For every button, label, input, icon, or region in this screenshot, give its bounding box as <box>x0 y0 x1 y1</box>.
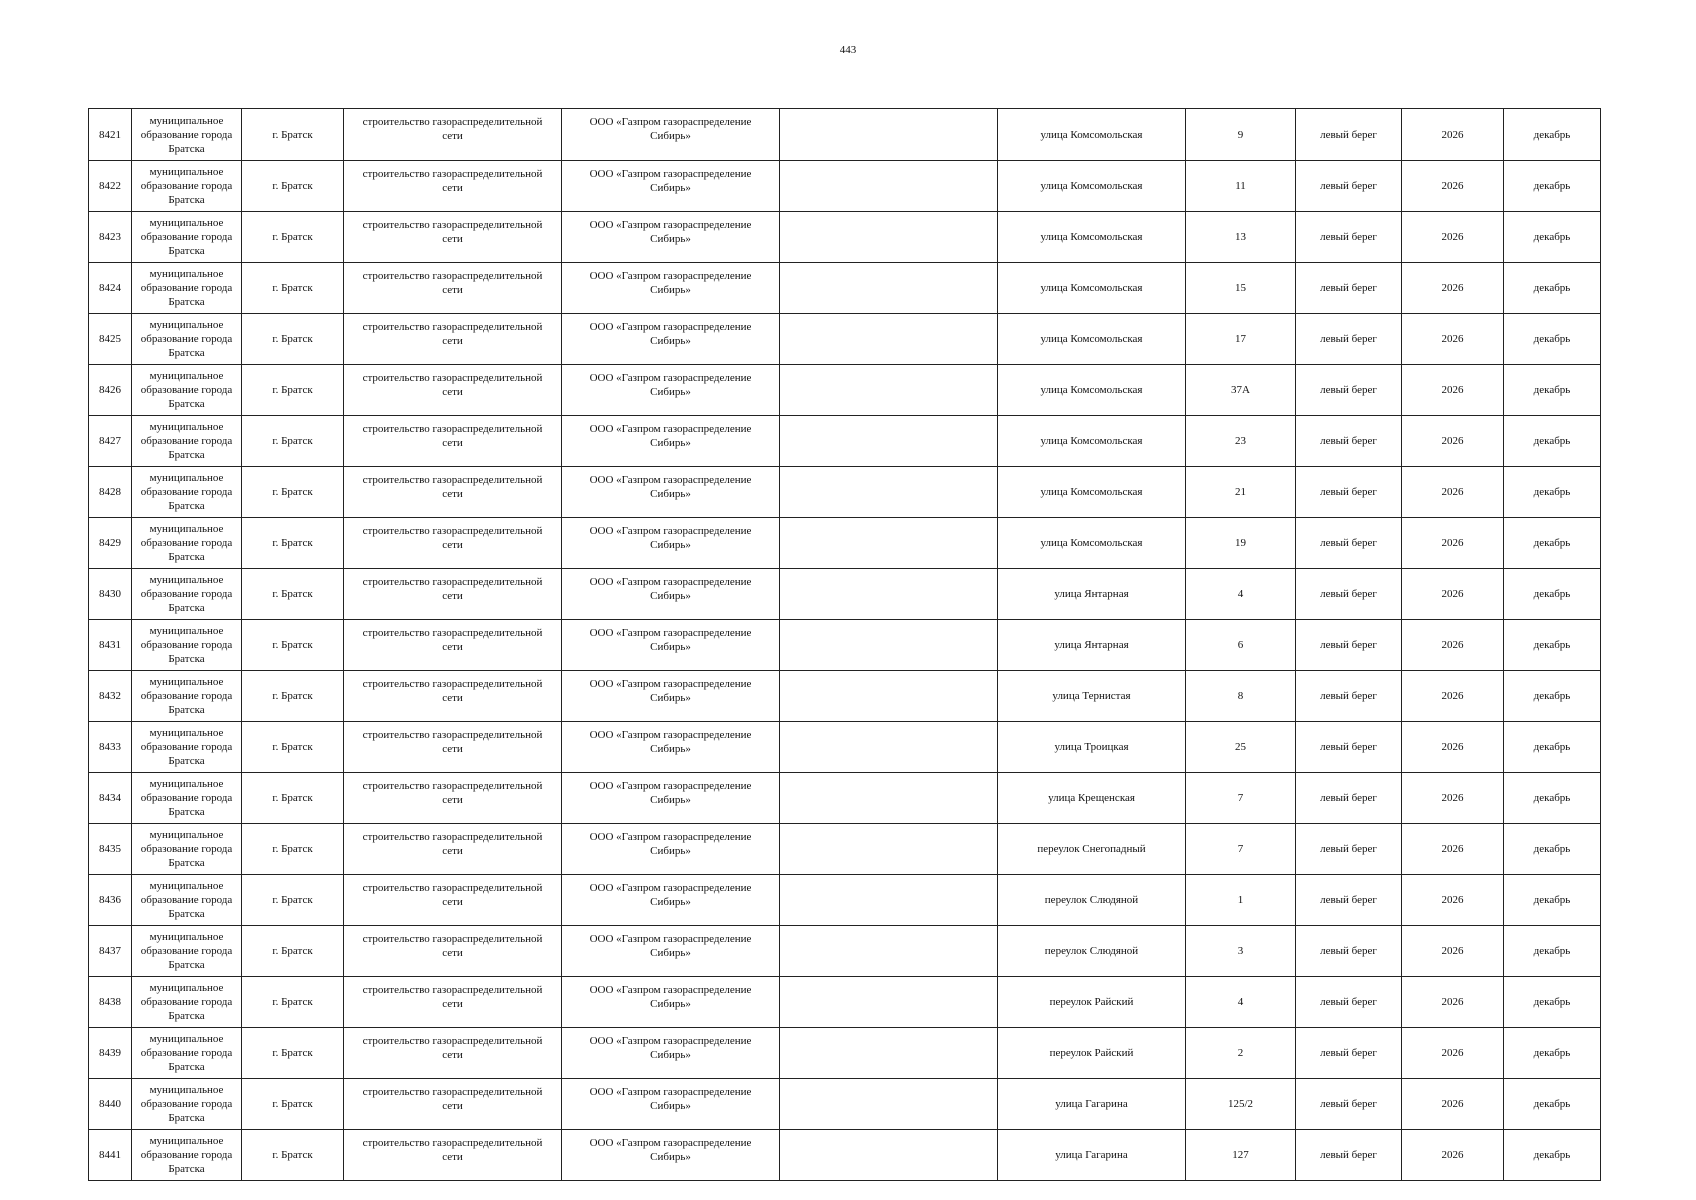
cell-work-type: строительство газораспределительной сети <box>344 314 562 365</box>
cell-street: переулок Слюдяной <box>998 875 1186 926</box>
cell-number: 8425 <box>89 314 132 365</box>
cell-municipality: муниципальное образование города Братска <box>132 722 242 773</box>
cell-house-number: 13 <box>1186 212 1296 263</box>
cell-settlement: г. Братск <box>242 1079 344 1130</box>
table-row <box>89 161 1601 212</box>
cell-work-type: строительство газораспределительной сети <box>344 263 562 314</box>
cell-municipality: муниципальное образование города Братска <box>132 671 242 722</box>
cell-work-type: строительство газораспределительной сети <box>344 109 562 161</box>
cell-organization: ООО «Газпром газораспределение Сибирь» <box>562 365 780 416</box>
cell-house-number: 7 <box>1186 824 1296 875</box>
cell-empty <box>780 518 998 569</box>
cell-month: декабрь <box>1504 365 1601 416</box>
table-row <box>89 416 1601 467</box>
cell-municipality: муниципальное образование города Братска <box>132 1028 242 1079</box>
cell-street: улица Комсомольская <box>998 518 1186 569</box>
cell-river-bank: левый берег <box>1296 977 1402 1028</box>
table-row <box>89 467 1601 518</box>
cell-house-number: 21 <box>1186 467 1296 518</box>
cell-year: 2026 <box>1402 620 1504 671</box>
cell-street: улица Комсомольская <box>998 212 1186 263</box>
cell-river-bank: левый берег <box>1296 518 1402 569</box>
cell-settlement: г. Братск <box>242 263 344 314</box>
cell-work-type: строительство газораспределительной сети <box>344 569 562 620</box>
table-row <box>89 109 1601 161</box>
cell-month: декабрь <box>1504 875 1601 926</box>
cell-work-type: строительство газораспределительной сети <box>344 518 562 569</box>
cell-house-number: 2 <box>1186 1028 1296 1079</box>
cell-number: 8422 <box>89 161 132 212</box>
cell-municipality: муниципальное образование города Братска <box>132 773 242 824</box>
table-row <box>89 722 1601 773</box>
cell-number: 8426 <box>89 365 132 416</box>
cell-year: 2026 <box>1402 161 1504 212</box>
table-row <box>89 212 1601 263</box>
cell-year: 2026 <box>1402 875 1504 926</box>
cell-year: 2026 <box>1402 1130 1504 1181</box>
cell-house-number: 125/2 <box>1186 1079 1296 1130</box>
page-number: 443 <box>839 44 857 56</box>
cell-settlement: г. Братск <box>242 977 344 1028</box>
table-row <box>89 569 1601 620</box>
cell-empty <box>780 212 998 263</box>
cell-street: улица Комсомольская <box>998 467 1186 518</box>
cell-month: декабрь <box>1504 212 1601 263</box>
cell-number: 8427 <box>89 416 132 467</box>
cell-house-number: 6 <box>1186 620 1296 671</box>
cell-empty <box>780 263 998 314</box>
cell-number: 8424 <box>89 263 132 314</box>
cell-river-bank: левый берег <box>1296 875 1402 926</box>
cell-month: декабрь <box>1504 161 1601 212</box>
cell-settlement: г. Братск <box>242 365 344 416</box>
cell-organization: ООО «Газпром газораспределение Сибирь» <box>562 109 780 161</box>
cell-house-number: 19 <box>1186 518 1296 569</box>
cell-settlement: г. Братск <box>242 875 344 926</box>
cell-river-bank: левый берег <box>1296 926 1402 977</box>
cell-work-type: строительство газораспределительной сети <box>344 620 562 671</box>
cell-river-bank: левый берег <box>1296 1079 1402 1130</box>
cell-organization: ООО «Газпром газораспределение Сибирь» <box>562 569 780 620</box>
cell-organization: ООО «Газпром газораспределение Сибирь» <box>562 977 780 1028</box>
cell-municipality: муниципальное образование города Братска <box>132 109 242 161</box>
cell-empty <box>780 467 998 518</box>
cell-street: улица Янтарная <box>998 569 1186 620</box>
cell-work-type: строительство газораспределительной сети <box>344 212 562 263</box>
cell-work-type: строительство газораспределительной сети <box>344 416 562 467</box>
cell-municipality: муниципальное образование города Братска <box>132 212 242 263</box>
cell-month: декабрь <box>1504 1079 1601 1130</box>
cell-settlement: г. Братск <box>242 620 344 671</box>
cell-empty <box>780 416 998 467</box>
cell-street: улица Комсомольская <box>998 161 1186 212</box>
cell-year: 2026 <box>1402 314 1504 365</box>
cell-street: переулок Райский <box>998 1028 1186 1079</box>
cell-empty <box>780 722 998 773</box>
cell-empty <box>780 773 998 824</box>
cell-year: 2026 <box>1402 569 1504 620</box>
cell-number: 8430 <box>89 569 132 620</box>
cell-municipality: муниципальное образование города Братска <box>132 416 242 467</box>
cell-empty <box>780 1130 998 1181</box>
cell-settlement: г. Братск <box>242 773 344 824</box>
cell-river-bank: левый берег <box>1296 773 1402 824</box>
cell-empty <box>780 314 998 365</box>
cell-street: переулок Слюдяной <box>998 926 1186 977</box>
cell-month: декабрь <box>1504 1130 1601 1181</box>
cell-house-number: 37А <box>1186 365 1296 416</box>
cell-number: 8438 <box>89 977 132 1028</box>
cell-organization: ООО «Газпром газораспределение Сибирь» <box>562 824 780 875</box>
cell-work-type: строительство газораспределительной сети <box>344 1130 562 1181</box>
cell-municipality: муниципальное образование города Братска <box>132 977 242 1028</box>
table-row <box>89 671 1601 722</box>
cell-river-bank: левый берег <box>1296 109 1402 161</box>
cell-street: улица Тернистая <box>998 671 1186 722</box>
cell-empty <box>780 620 998 671</box>
cell-number: 8439 <box>89 1028 132 1079</box>
cell-year: 2026 <box>1402 263 1504 314</box>
cell-settlement: г. Братск <box>242 518 344 569</box>
cell-street: улица Комсомольская <box>998 263 1186 314</box>
cell-empty <box>780 1028 998 1079</box>
cell-organization: ООО «Газпром газораспределение Сибирь» <box>562 671 780 722</box>
cell-year: 2026 <box>1402 212 1504 263</box>
table-row <box>89 1130 1601 1181</box>
cell-empty <box>780 109 998 161</box>
cell-river-bank: левый берег <box>1296 161 1402 212</box>
cell-settlement: г. Братск <box>242 824 344 875</box>
table-row <box>89 824 1601 875</box>
cell-river-bank: левый берег <box>1296 824 1402 875</box>
cell-month: декабрь <box>1504 824 1601 875</box>
cell-settlement: г. Братск <box>242 671 344 722</box>
cell-empty <box>780 671 998 722</box>
cell-work-type: строительство газораспределительной сети <box>344 926 562 977</box>
cell-organization: ООО «Газпром газораспределение Сибирь» <box>562 926 780 977</box>
cell-work-type: строительство газораспределительной сети <box>344 671 562 722</box>
table-row <box>89 875 1601 926</box>
cell-municipality: муниципальное образование города Братска <box>132 1130 242 1181</box>
cell-river-bank: левый берег <box>1296 314 1402 365</box>
cell-number: 8428 <box>89 467 132 518</box>
cell-organization: ООО «Газпром газораспределение Сибирь» <box>562 1028 780 1079</box>
cell-month: декабрь <box>1504 977 1601 1028</box>
cell-work-type: строительство газораспределительной сети <box>344 977 562 1028</box>
cell-work-type: строительство газораспределительной сети <box>344 875 562 926</box>
cell-organization: ООО «Газпром газораспределение Сибирь» <box>562 314 780 365</box>
cell-house-number: 1 <box>1186 875 1296 926</box>
cell-number: 8434 <box>89 773 132 824</box>
cell-municipality: муниципальное образование города Братска <box>132 518 242 569</box>
cell-organization: ООО «Газпром газораспределение Сибирь» <box>562 416 780 467</box>
cell-river-bank: левый берег <box>1296 620 1402 671</box>
cell-month: декабрь <box>1504 569 1601 620</box>
cell-month: декабрь <box>1504 416 1601 467</box>
cell-work-type: строительство газораспределительной сети <box>344 1079 562 1130</box>
cell-work-type: строительство газораспределительной сети <box>344 1028 562 1079</box>
cell-empty <box>780 824 998 875</box>
table-row <box>89 518 1601 569</box>
table-row <box>89 1079 1601 1130</box>
cell-organization: ООО «Газпром газораспределение Сибирь» <box>562 161 780 212</box>
cell-year: 2026 <box>1402 977 1504 1028</box>
cell-empty <box>780 161 998 212</box>
cell-work-type: строительство газораспределительной сети <box>344 773 562 824</box>
cell-settlement: г. Братск <box>242 314 344 365</box>
cell-house-number: 25 <box>1186 722 1296 773</box>
cell-street: улица Гагарина <box>998 1079 1186 1130</box>
cell-street: улица Комсомольская <box>998 365 1186 416</box>
cell-municipality: муниципальное образование города Братска <box>132 926 242 977</box>
cell-year: 2026 <box>1402 365 1504 416</box>
cell-settlement: г. Братск <box>242 109 344 161</box>
cell-street: улица Троицкая <box>998 722 1186 773</box>
cell-municipality: муниципальное образование города Братска <box>132 620 242 671</box>
cell-work-type: строительство газораспределительной сети <box>344 824 562 875</box>
cell-year: 2026 <box>1402 824 1504 875</box>
cell-street: улица Комсомольская <box>998 109 1186 161</box>
table-row <box>89 263 1601 314</box>
cell-month: декабрь <box>1504 518 1601 569</box>
cell-year: 2026 <box>1402 671 1504 722</box>
cell-house-number: 8 <box>1186 671 1296 722</box>
cell-year: 2026 <box>1402 416 1504 467</box>
table-row <box>89 977 1601 1028</box>
cell-river-bank: левый берег <box>1296 467 1402 518</box>
cell-house-number: 4 <box>1186 977 1296 1028</box>
cell-year: 2026 <box>1402 1079 1504 1130</box>
cell-organization: ООО «Газпром газораспределение Сибирь» <box>562 1079 780 1130</box>
cell-settlement: г. Братск <box>242 212 344 263</box>
cell-organization: ООО «Газпром газораспределение Сибирь» <box>562 1130 780 1181</box>
cell-month: декабрь <box>1504 314 1601 365</box>
cell-river-bank: левый берег <box>1296 569 1402 620</box>
cell-month: декабрь <box>1504 1028 1601 1079</box>
table-row <box>89 365 1601 416</box>
cell-empty <box>780 1079 998 1130</box>
cell-month: декабрь <box>1504 109 1601 161</box>
cell-number: 8440 <box>89 1079 132 1130</box>
cell-empty <box>780 365 998 416</box>
cell-street: улица Комсомольская <box>998 416 1186 467</box>
cell-organization: ООО «Газпром газораспределение Сибирь» <box>562 773 780 824</box>
cell-river-bank: левый берег <box>1296 722 1402 773</box>
cell-municipality: муниципальное образование города Братска <box>132 161 242 212</box>
cell-work-type: строительство газораспределительной сети <box>344 467 562 518</box>
cell-house-number: 11 <box>1186 161 1296 212</box>
gasification-table-container <box>88 108 1601 1181</box>
cell-empty <box>780 875 998 926</box>
cell-house-number: 3 <box>1186 926 1296 977</box>
cell-settlement: г. Братск <box>242 467 344 518</box>
cell-house-number: 9 <box>1186 109 1296 161</box>
cell-organization: ООО «Газпром газораспределение Сибирь» <box>562 722 780 773</box>
cell-number: 8423 <box>89 212 132 263</box>
cell-house-number: 127 <box>1186 1130 1296 1181</box>
cell-river-bank: левый берег <box>1296 263 1402 314</box>
cell-house-number: 7 <box>1186 773 1296 824</box>
cell-street: переулок Снегопадный <box>998 824 1186 875</box>
cell-month: декабрь <box>1504 467 1601 518</box>
cell-work-type: строительство газораспределительной сети <box>344 161 562 212</box>
table-row <box>89 773 1601 824</box>
cell-empty <box>780 977 998 1028</box>
cell-year: 2026 <box>1402 926 1504 977</box>
cell-number: 8435 <box>89 824 132 875</box>
cell-year: 2026 <box>1402 722 1504 773</box>
cell-municipality: муниципальное образование города Братска <box>132 263 242 314</box>
cell-house-number: 15 <box>1186 263 1296 314</box>
cell-river-bank: левый берег <box>1296 1028 1402 1079</box>
cell-river-bank: левый берег <box>1296 416 1402 467</box>
gasification-table <box>88 108 1601 1181</box>
cell-month: декабрь <box>1504 263 1601 314</box>
table-row <box>89 1028 1601 1079</box>
cell-empty <box>780 926 998 977</box>
cell-river-bank: левый берег <box>1296 212 1402 263</box>
cell-month: декабрь <box>1504 722 1601 773</box>
cell-number: 8432 <box>89 671 132 722</box>
cell-organization: ООО «Газпром газораспределение Сибирь» <box>562 263 780 314</box>
cell-river-bank: левый берег <box>1296 365 1402 416</box>
cell-river-bank: левый берег <box>1296 1130 1402 1181</box>
cell-municipality: муниципальное образование города Братска <box>132 365 242 416</box>
cell-river-bank: левый берег <box>1296 671 1402 722</box>
cell-settlement: г. Братск <box>242 1028 344 1079</box>
cell-number: 8421 <box>89 109 132 161</box>
cell-settlement: г. Братск <box>242 161 344 212</box>
cell-number: 8429 <box>89 518 132 569</box>
cell-house-number: 17 <box>1186 314 1296 365</box>
cell-work-type: строительство газораспределительной сети <box>344 722 562 773</box>
cell-organization: ООО «Газпром газораспределение Сибирь» <box>562 467 780 518</box>
cell-empty <box>780 569 998 620</box>
cell-municipality: муниципальное образование города Братска <box>132 875 242 926</box>
cell-year: 2026 <box>1402 1028 1504 1079</box>
cell-work-type: строительство газораспределительной сети <box>344 365 562 416</box>
cell-house-number: 4 <box>1186 569 1296 620</box>
cell-month: декабрь <box>1504 620 1601 671</box>
cell-month: декабрь <box>1504 926 1601 977</box>
cell-number: 8433 <box>89 722 132 773</box>
cell-year: 2026 <box>1402 109 1504 161</box>
cell-organization: ООО «Газпром газораспределение Сибирь» <box>562 620 780 671</box>
cell-year: 2026 <box>1402 467 1504 518</box>
cell-settlement: г. Братск <box>242 926 344 977</box>
table-row <box>89 620 1601 671</box>
cell-number: 8441 <box>89 1130 132 1181</box>
cell-year: 2026 <box>1402 773 1504 824</box>
table-row <box>89 926 1601 977</box>
cell-organization: ООО «Газпром газораспределение Сибирь» <box>562 875 780 926</box>
cell-number: 8436 <box>89 875 132 926</box>
cell-month: декабрь <box>1504 671 1601 722</box>
cell-organization: ООО «Газпром газораспределение Сибирь» <box>562 212 780 263</box>
cell-number: 8431 <box>89 620 132 671</box>
cell-municipality: муниципальное образование города Братска <box>132 314 242 365</box>
table-body <box>89 109 1601 1181</box>
cell-street: улица Янтарная <box>998 620 1186 671</box>
cell-street: переулок Райский <box>998 977 1186 1028</box>
cell-house-number: 23 <box>1186 416 1296 467</box>
cell-number: 8437 <box>89 926 132 977</box>
cell-year: 2026 <box>1402 518 1504 569</box>
cell-settlement: г. Братск <box>242 569 344 620</box>
cell-organization: ООО «Газпром газораспределение Сибирь» <box>562 518 780 569</box>
cell-month: декабрь <box>1504 773 1601 824</box>
cell-settlement: г. Братск <box>242 416 344 467</box>
cell-municipality: муниципальное образование города Братска <box>132 569 242 620</box>
table-row <box>89 314 1601 365</box>
cell-municipality: муниципальное образование города Братска <box>132 824 242 875</box>
cell-street: улица Комсомольская <box>998 314 1186 365</box>
cell-street: улица Крещенская <box>998 773 1186 824</box>
cell-settlement: г. Братск <box>242 1130 344 1181</box>
cell-settlement: г. Братск <box>242 722 344 773</box>
cell-municipality: муниципальное образование города Братска <box>132 1079 242 1130</box>
cell-municipality: муниципальное образование города Братска <box>132 467 242 518</box>
cell-street: улица Гагарина <box>998 1130 1186 1181</box>
